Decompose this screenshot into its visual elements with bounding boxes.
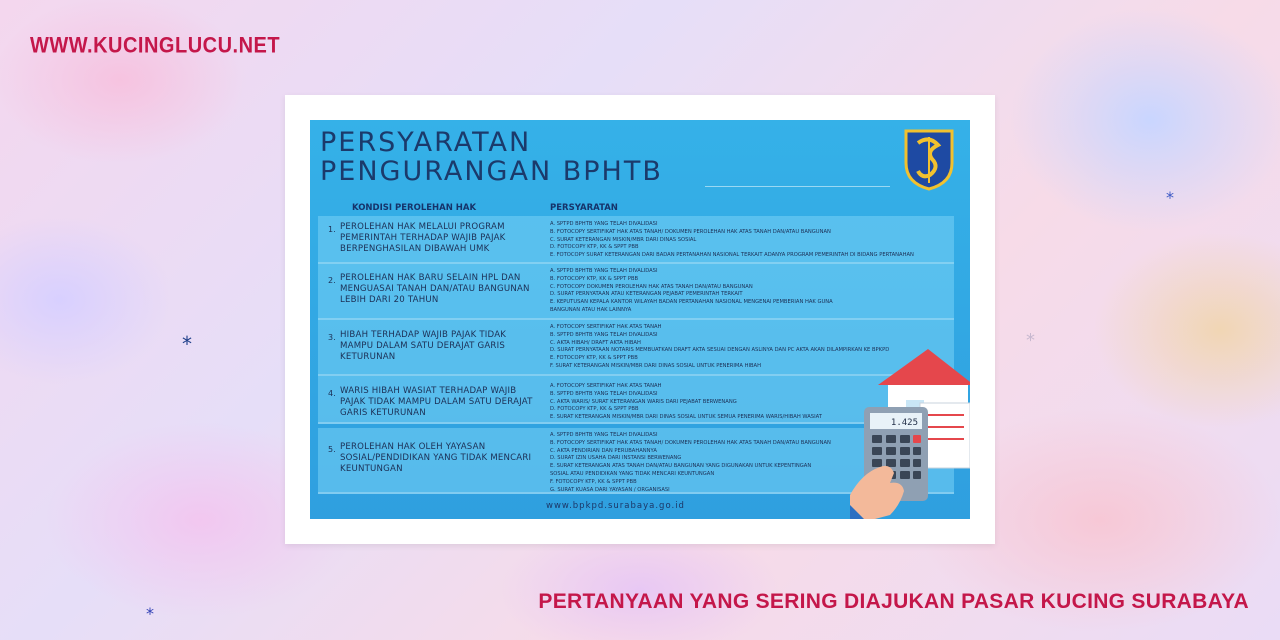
row-number: 1.	[328, 225, 336, 234]
row-condition: PEROLEHAN HAK MELALUI PROGRAM PEMERINTAH TERHADAP WAJIB PAJAK BERPENGHASILAN DIBAWAH UMK	[340, 222, 506, 254]
sparkle-icon: *	[182, 332, 192, 356]
sparkle-icon: *	[146, 604, 154, 623]
title-divider	[705, 186, 890, 187]
sparkle-icon: *	[1026, 330, 1035, 351]
surabaya-emblem-icon	[902, 127, 956, 191]
poster-title	[320, 128, 663, 186]
row-condition: PEROLEHAN HAK BARU SELAIN HPL DAN MENGUASAI TANAH DAN/ATAU BANGUNAN LEBIH DARI 20 TAHUN	[340, 273, 530, 305]
column-header-condition: KONDISI PEROLEHAN HAK	[352, 203, 477, 213]
sparkle-icon: *	[1166, 188, 1174, 207]
poster-title-line1: PERSYARATAN	[320, 127, 532, 158]
row-requirements: A. SPTPD BPHTB YANG TELAH DIVALIDASI B. FOTOCOPY KTP, KK & SPPT PBB C. FOTOCOPY DOKUMEN PEROLEHAN HAK ATAS TANAH DAN/ATAU BANGUNAN D. SURAT PERNYATAAN ATAU KETERANGAN PEJABAT PEMERINTAH TERKAIT E. KEPUTUSAN KEPALA KANTOR WILAYAH BADAN PERTANAHAN NASIONAL MENGENAI PEMBERIAN HAK GUNA BANGUNAN ATAU HAK LAINNYA	[550, 268, 833, 313]
row-requirements: A. FOTOCOPY SERTIFIKAT HAK ATAS TANAH B. SPTPD BPHTB YANG TELAH DIVALIDASI C. AKTA WARIS/ SURAT KETERANGAN WARIS DARI PEJABAT BERWENANG D. FOTOCOPY KTP, KK & SPPT PBB E. SURAT KETERANGAN MISKIN/MBR DARI DINAS SOSIAL UNTUK SEMUA PENERIMA WARIS/HIBAH WASIAT	[550, 383, 822, 421]
row-number: 2.	[328, 276, 336, 285]
calculator-display: 1.425	[890, 418, 918, 428]
row-number: 5.	[328, 445, 336, 454]
bphtb-poster	[310, 120, 970, 519]
image-card	[285, 95, 995, 544]
row-condition: PEROLEHAN HAK OLEH YAYASAN SOSIAL/PENDIDIKAN YANG TIDAK MENCARI KEUNTUNGAN	[340, 442, 532, 474]
row-requirements: A. SPTPD BPHTB YANG TELAH DIVALIDASI B. FOTOCOPY SERTIFIKAT HAK ATAS TANAH/ DOKUMEN PEROLEHAN HAK ATAS TANAH DAN/ATAU BANGUNAN C. SURAT KETERANGAN MISKIN/MBR DARI DINAS SOSIAL D. FOTOCOPY KTP, KK & SPPT PBB E. FOTOCOPY SURAT KETERANGAN DARI BADAN PERTANAHAN NASIONAL TERKAIT ADANYA PROGRAM PEMERINTAH DI BIDANG PERTANAHAN	[550, 221, 914, 259]
house-calculator-illustration	[850, 345, 970, 519]
row-condition: WARIS HIBAH WASIAT TERHADAP WAJIB PAJAK TIDAK MAMPU DALAM SATU DERAJAT GARIS KETURUNAN	[340, 386, 533, 418]
page-title: PERTANYAAN YANG SERING DIAJUKAN PASAR KUCING SURABAYA	[538, 590, 1249, 613]
row-requirements: A. FOTOCOPY SERTIFIKAT HAK ATAS TANAH B. SPTPD BPHTB YANG TELAH DIVALIDASI C. AKTA HIBAH/ DRAFT AKTA HIBAH D. SURAT PERNYATAAN NOTARIS MEMBUATKAN DRAFT AKTA SESUAI DENGAN ASLINYA DAN PC AKTA AKAN DILAMPIRKAN KE BPKPD E. FOTOCOPY KTP, KK & SPPT PBB F. SURAT KETERANGAN MISKIN/MBR DARI DINAS SOSIAL UNTUK PENERIMA HIBAH	[550, 324, 890, 369]
column-header-requirements: PERSYARATAN	[550, 203, 618, 213]
poster-title-line2: PENGURANGAN BPHTB	[320, 156, 663, 187]
row-requirements: A. SPTPD BPHTB YANG TELAH DIVALIDASI B. FOTOCOPY SERTIFIKAT HAK ATAS TANAH/ DOKUMEN PEROLEHAN HAK ATAS TANAH DAN/ATAU BANGUNAN C. AKTA PENDIRIAN DAN PERUBAHANNYA D. SURAT IZIN USAHA DARI INSTANSI BERWENANG E. SURAT KETERANGAN ATAS TANAH DAN/ATAU BANGUNAN YANG DIGUNAKAN UNTUK KEPENTINGAN SOSIAL ATAU PENDIDIKAN YANG TIDAK MENCARI KEUNTUNGAN F. FOTOCOPY KTP, KK & SPPT PBB G. SURAT KUASA DARI YAYASAN / ORGANISASI	[550, 432, 831, 493]
poster-website: www.bpkpd.surabaya.go.id	[546, 501, 685, 511]
table-row	[318, 264, 954, 320]
row-number: 3.	[328, 333, 336, 342]
site-url[interactable]: WWW.KUCINGLUCU.NET	[30, 34, 281, 59]
table-row	[318, 216, 954, 264]
row-condition: HIBAH TERHADAP WAJIB PAJAK TIDAK MAMPU DALAM SATU DERAJAT GARIS KETURUNAN	[340, 330, 507, 362]
row-number: 4.	[328, 389, 336, 398]
